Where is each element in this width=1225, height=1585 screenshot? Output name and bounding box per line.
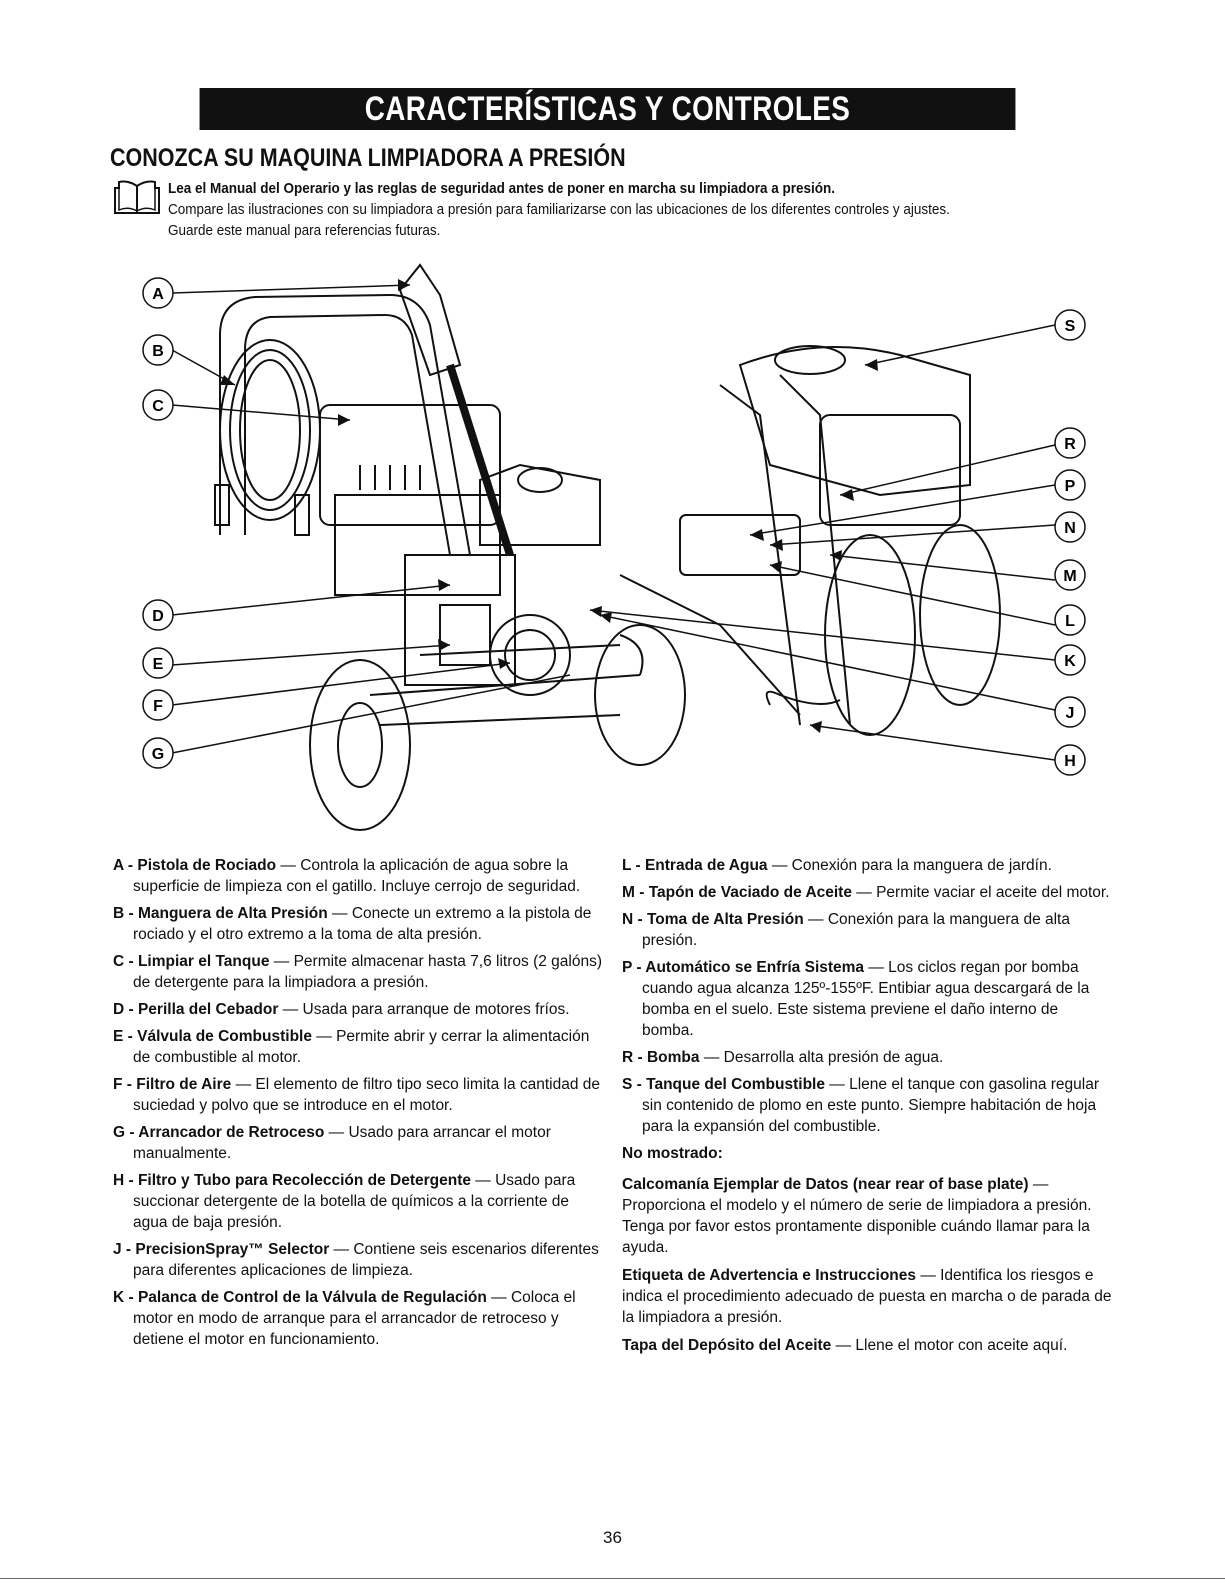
part-item-j: J - PrecisionSpray™ Selector — Contiene seis escenarios diferentes para diferentes aplicaciones de limpieza. [113, 1241, 599, 1279]
svg-text:A: A [152, 286, 164, 303]
callout-j [1055, 697, 1085, 727]
callout-m [1055, 560, 1085, 590]
svg-text:M: M [1063, 568, 1077, 585]
svg-text:C: C [152, 398, 164, 415]
callout-f [143, 690, 173, 720]
page-number: 36 [603, 1528, 622, 1547]
callout-e [143, 648, 173, 678]
pressure-washer-right-view [620, 346, 1000, 735]
callout-leader-lines [172, 285, 1055, 760]
svg-text:E: E [152, 656, 164, 673]
not-shown-item-oil-cap: Tapa del Depósito del Aceite — Llene el motor con aceite aquí. [622, 1337, 1068, 1354]
svg-text:N: N [1064, 520, 1076, 537]
callout-g [143, 738, 173, 768]
callout-d [143, 600, 173, 630]
not-shown-item-warning-label: Etiqueta de Advertencia e Instrucciones — Identifica los riesgos e indica el procedimiento adecuado de puesta en marcha o de parada de la limpiadora a presión. [622, 1267, 1112, 1326]
part-item-l: L - Entrada de Agua — Conexión para la manguera de jardín. [622, 857, 1052, 874]
svg-text:P: P [1064, 478, 1076, 495]
bottom-divider [0, 1578, 1225, 1579]
svg-text:L: L [1065, 613, 1075, 630]
callout-arrowheads [220, 279, 878, 733]
callout-p [1055, 470, 1085, 500]
svg-text:B: B [152, 343, 164, 360]
part-item-c: C - Limpiar el Tanque — Permite almacenar hasta 7,6 litros (2 galóns) de detergente para la limpiadora a presión. [113, 953, 602, 991]
svg-text:G: G [151, 746, 165, 763]
part-item-g: G - Arrancador de Retroceso — Usado para arrancar el motor manualmente. [113, 1124, 551, 1162]
svg-text:D: D [152, 608, 164, 625]
intro-line-1: Lea el Manual del Operario y las reglas de seguridad antes de poner en marcha su limpiadora a presión. [168, 180, 835, 197]
manual-book-icon [112, 180, 162, 216]
svg-text:R: R [1064, 436, 1076, 453]
part-item-f: F - Filtro de Aire — El elemento de filtro tipo seco limita la cantidad de suciedad y polvo que se introduce en el motor. [113, 1076, 601, 1114]
part-item-r: R - Bomba — Desarrolla alta presión de agua. [622, 1049, 944, 1066]
pressure-washer-left-view [215, 265, 685, 830]
svg-text:J: J [1065, 705, 1075, 722]
intro-text [168, 178, 1128, 241]
part-item-h: H - Filtro y Tubo para Recolección de Detergente — Usado para succionar detergente de la botella de químicos a la corriente de agua de baja presión. [113, 1172, 576, 1231]
part-item-s: S - Tanque del Combustible — Llene el tanque con gasolina regular sin contenido de plomo en este punto. Siempre habitación de hoja para la expansión del combustible. [622, 1076, 1099, 1135]
part-item-p: P - Automático se Enfría Sistema — Los ciclos regan por bomba cuando agua alcanza 125º-155ºF. Entibiar agua descargará de la bomba en el suelo. Este sistema previene el daño interno de bomba. [622, 959, 1090, 1039]
part-item-n: N - Toma de Alta Presión — Conexión para la manguera de alta presión. [622, 911, 1070, 949]
callout-r [1055, 428, 1085, 458]
callout-s [1055, 310, 1085, 340]
callout-h [1055, 745, 1085, 775]
pressure-washer-diagram [120, 255, 1110, 845]
not-shown-heading: No mostrado: [622, 1145, 723, 1162]
callout-k [1055, 645, 1085, 675]
svg-text:H: H [1064, 753, 1076, 770]
part-item-d: D - Perilla del Cebador — Usada para arranque de motores fríos. [113, 1001, 570, 1018]
section-header: CARACTERÍSTICAS Y CONTROLES [200, 88, 1016, 130]
callout-n [1055, 512, 1085, 542]
part-item-b: B - Manguera de Alta Presión — Conecte un extremo a la pistola de rociado y el otro extremo a la toma de alta presión. [113, 905, 592, 943]
callout-l [1055, 605, 1085, 635]
callout-b [143, 335, 173, 365]
svg-text:F: F [153, 698, 163, 715]
parts-list-left [113, 855, 603, 1356]
intro-line-3: Guarde este manual para referencias futuras. [168, 222, 441, 239]
callout-a [143, 278, 173, 308]
intro-line-2: Compare las ilustraciones con su limpiadora a presión para familiarizarse con las ubicaciones de los diferentes controles y ajustes. [168, 201, 950, 218]
not-shown-item-data-decal: Calcomanía Ejemplar de Datos (near rear of base plate) — Proporciona el modelo y el número de serie de limpiadora a presión. Tenga por favor estos prontamente disponible cuándo llamar para la ayuda. [622, 1176, 1092, 1256]
part-item-a: A - Pistola de Rociado — Controla la aplicación de agua sobre la superficie de limpieza con el gatillo. Incluye cerrojo de seguridad. [113, 857, 581, 895]
part-item-k: K - Palanca de Control de la Válvula de Regulación — Coloca el motor en modo de arranque para el arrancador de retroceso y detiene el motor en funcionamiento. [113, 1289, 576, 1348]
callout-c [143, 390, 173, 420]
svg-text:K: K [1064, 653, 1076, 670]
page-subtitle: CONOZCA SU MAQUINA LIMPIADORA A PRESIÓN [110, 144, 626, 172]
svg-text:S: S [1064, 318, 1076, 335]
part-item-e: E - Válvula de Combustible — Permite abrir y cerrar la alimentación de combustible al motor. [113, 1028, 590, 1066]
parts-list-right [622, 855, 1112, 1363]
part-item-m: M - Tapón de Vaciado de Aceite — Permite vaciar el aceite del motor. [622, 884, 1110, 901]
